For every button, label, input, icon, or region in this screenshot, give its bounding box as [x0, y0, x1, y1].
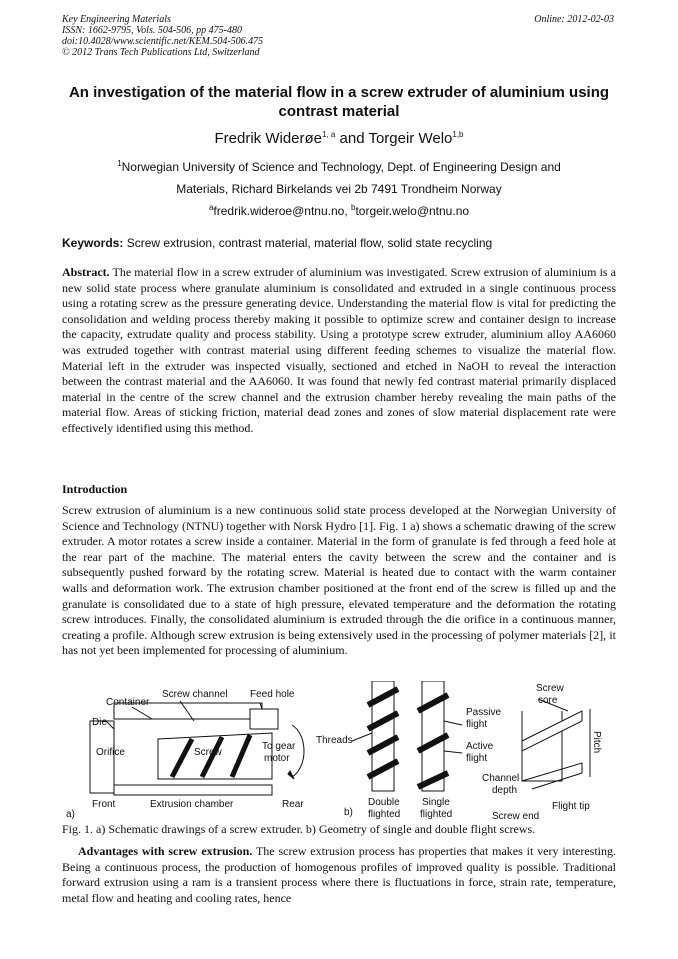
svg-text:core: core — [538, 695, 558, 706]
paper-title: An investigation of the material flow in a screw extruder of aluminium using contrast material — [68, 84, 610, 120]
label-pitch: Pitch — [591, 731, 602, 754]
issn-line: ISSN: 1662-9795, Vols. 504-506, pp 475-480 — [62, 25, 242, 36]
label-flight-tip: Flight tip — [552, 801, 590, 812]
label-rear: Rear — [282, 799, 304, 810]
svg-text:flighted: flighted — [420, 809, 453, 820]
figure-1 — [62, 681, 622, 821]
figure-caption: Fig. 1. a) Schematic drawings of a screw extruder. b) Geometry of single and double flight screws. — [62, 822, 536, 836]
label-screw-channel: Screw channel — [162, 689, 228, 700]
svg-text:flight: flight — [466, 719, 488, 730]
advantages-paragraph: Advantages with screw extrusion. The screw extrusion process has properties that makes it very interesting. Being a continuous process, the production of homogenous profiles of improved quality is possible. Traditional forward extrusion using a ram is a transient process where there is fluctuations in force, strain rate, temperature, metal flow and heating and cooling rates, hence — [62, 844, 616, 905]
label-motor: motor — [264, 753, 290, 764]
journal-header — [62, 14, 263, 58]
label-threads: Threads — [316, 735, 353, 746]
label-extrusion-chamber: Extrusion chamber — [150, 799, 234, 810]
author-1: Fredrik Widerøe — [214, 130, 323, 147]
journal-name: Key Engineering Materials — [62, 14, 171, 25]
affiliation: $^1$Norwegian University of Science and Technology, Dept. of Engineering Design and Materials, Richard Birkelands vei 2b 7491 Trondheim Norway $^a$fredrik.wideroe@ntnu.no, $^b$torgeir.welo@ntnu.no — [62, 156, 616, 222]
label-channel-depth: Channel — [482, 773, 520, 784]
label-single-flighted: Single — [422, 797, 450, 808]
label-screw-core: Screw — [536, 683, 564, 694]
label-orifice: Orifice — [96, 747, 125, 758]
svg-text:depth: depth — [492, 785, 518, 796]
introduction-paragraph: Screw extrusion of aluminium is a new continuous solid state process developed at the Norwegian University of Science and Technology (NTNU) together with Norsk Hydro [1]. Fig. 1 a) shows a schematic drawing of the screw extruder. A motor rotates a screw inside a container. Material in the form of granulate is fed through a feed hole at the rear part of the machine. The material enters the cavity between the screw and the container and is subsequently pushed forward by the rotating screw. Material is heated due to contact with the warm container walls and deformation work. The extrusion chamber positioned at the front end of the screw is filled up and the granulate is consolidated due to a state of high pressure, elevated temperature and the deformation the rotating screw introduces. Finally, the consolidated aluminium is extruded through the die orifice in a continuous manner, creating a profile. Although screw extrusion is being extensively used in the processing of polymer materials [2], it has not yet been implemented for processing of aluminium. — [62, 503, 616, 658]
author-2: and Torgeir Welo — [335, 130, 453, 147]
label-double-flighted: Double — [368, 797, 400, 808]
label-feed-hole: Feed hole — [250, 689, 295, 700]
label-passive: Passive — [466, 707, 502, 718]
label-b: b) — [344, 807, 353, 818]
online-date: Online: 2012-02-03 — [534, 14, 614, 25]
section-heading-introduction: Introduction — [62, 482, 128, 496]
label-die: Die — [92, 717, 108, 728]
copyright-line: © 2012 Trans Tech Publications Ltd, Switzerland — [62, 47, 260, 58]
label-screw: Screw — [194, 747, 222, 758]
emails: $^a$fredrik.wideroe@ntnu.no, $^b$torgeir.welo@ntnu.no — [208, 203, 470, 218]
label-active: Active — [466, 741, 494, 752]
svg-text:flighted: flighted — [368, 809, 401, 820]
label-screw-end: Screw end — [492, 811, 540, 821]
keywords: Keywords: Screw extrusion, contrast material, material flow, solid state recycling — [62, 236, 493, 250]
label-front: Front — [92, 799, 116, 810]
authors: Fredrik Widerøe$^{1, a}$ and Torgeir Welo$^{1,b}$ — [214, 130, 464, 147]
label-to-gear: To gear — [262, 741, 296, 752]
svg-text:flight: flight — [466, 753, 488, 764]
label-a: a) — [66, 809, 75, 820]
abstract: Abstract. The material flow in a screw extruder of aluminium was investigated. Screw extrusion of aluminium is a new solid state process where granulate aluminium is consolidated and extruded in a single continuous process using a rotating screw as the pressure generating device. Understanding the material flow is vital for predicting the consolidation and welding process thereby making it possible to optimize screw and container design to increase the capacity, extrudate quality and process stability. Using a prototype screw extruder, aluminium alloy AA6060 was extruded together with contrast material using different feeding schemes to visualize the material flow. Material left in the extruder was inspected visually, sectioned and etched in NaOH to reveal the interaction between the contrast material and the AA6060. It was found that newly fed contrast material primarily displaced material in the centre of the screw channel and the extrusion chamber hereby revealing the main paths of the material flow. Areas of sticking friction, material dead zones and zones of slow material displacement rate were effectively identified using this method. — [62, 265, 616, 435]
doi-line: doi:10.4028/www.scientific.net/KEM.504-506.475 — [62, 36, 264, 47]
label-container: Container — [106, 697, 150, 708]
